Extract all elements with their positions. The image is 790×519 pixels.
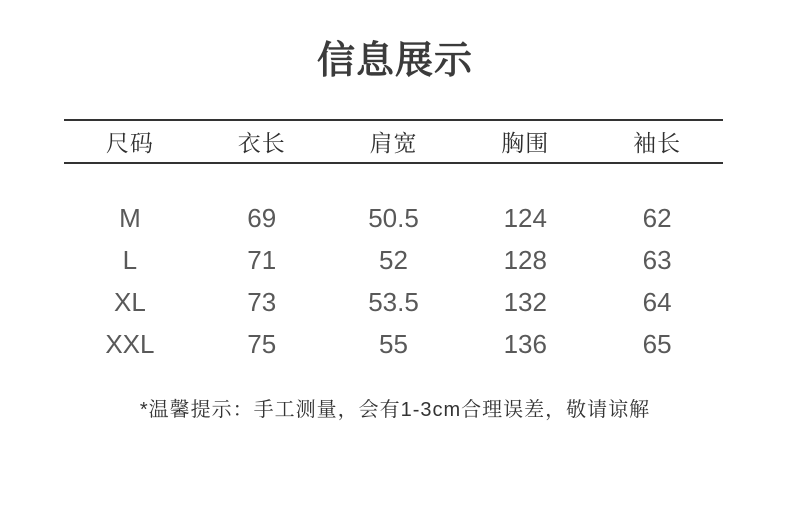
size-cell: L — [122, 244, 138, 275]
value-cell: 136 — [503, 328, 547, 359]
size-table — [64, 119, 723, 365]
table-header-row — [64, 119, 723, 164]
value-cell: 55 — [379, 328, 408, 359]
table-row-m — [64, 197, 723, 239]
value-cell: 75 — [247, 328, 277, 359]
value-cell: 73 — [247, 286, 277, 317]
value-cell: 124 — [503, 202, 547, 233]
measurement-note: *温馨提示：手工测量，会有1-3cm合理误差，敬请谅解 — [139, 399, 651, 421]
value-cell: 64 — [642, 286, 672, 317]
value-cell: 69 — [247, 202, 277, 233]
value-cell: 65 — [642, 328, 672, 359]
table-row-xl — [64, 281, 723, 323]
value-cell: 62 — [642, 202, 672, 233]
value-cell: 63 — [642, 244, 672, 275]
header-cell-garment-length: 衣长 — [237, 130, 286, 156]
header-cell-size: 尺码 — [105, 130, 154, 156]
header-cell-shoulder-width: 肩宽 — [369, 130, 418, 156]
header-cell-chest: 胸围 — [501, 130, 550, 156]
table-body — [64, 197, 723, 365]
value-cell: 52 — [379, 244, 408, 275]
size-cell: XXL — [105, 328, 155, 359]
header-cell-sleeve-length: 袖长 — [633, 130, 682, 156]
table-row-xxl — [64, 323, 723, 365]
value-cell: 132 — [503, 286, 547, 317]
table-row-l — [64, 239, 723, 281]
value-cell: 71 — [247, 244, 277, 275]
size-cell: XL — [113, 286, 146, 317]
value-cell: 50.5 — [368, 202, 419, 233]
page-title: 信息展示 — [316, 40, 473, 82]
size-cell: M — [119, 202, 141, 233]
value-cell: 128 — [503, 244, 547, 275]
value-cell: 53.5 — [368, 286, 419, 317]
